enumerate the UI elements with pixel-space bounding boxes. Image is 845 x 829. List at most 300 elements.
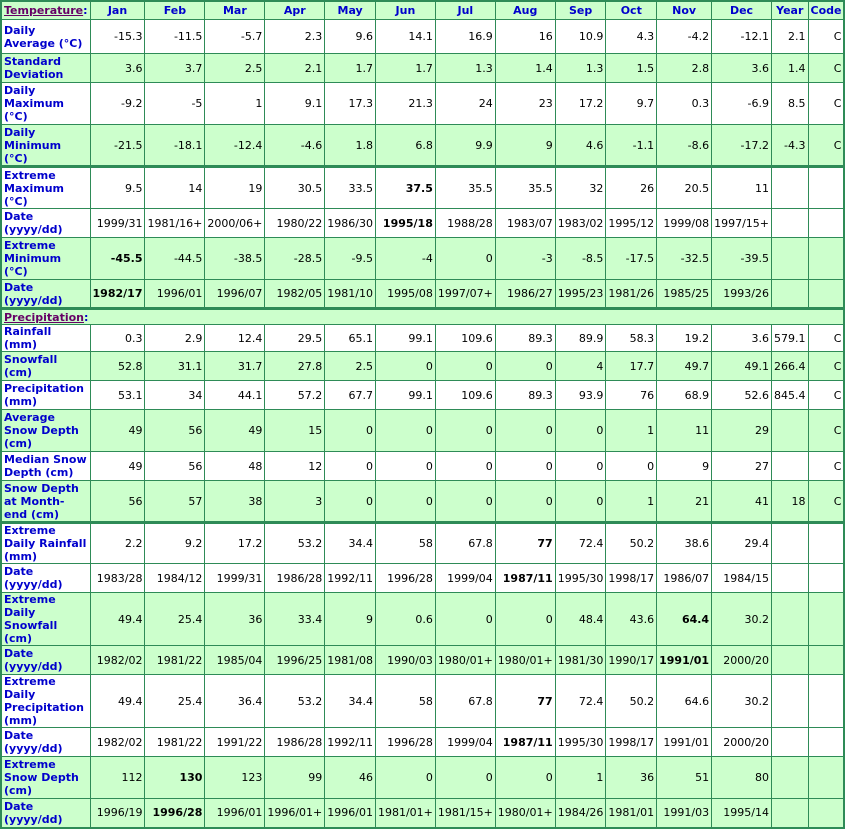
value-cell: 1981/01: [606, 799, 657, 828]
value-cell: 1996/07: [205, 280, 265, 309]
table-row: [1, 238, 844, 280]
value-cell: 56: [145, 452, 205, 481]
value-cell: 0.3: [90, 325, 145, 352]
value-cell: 49.1: [712, 352, 772, 381]
year-cell: [772, 523, 809, 564]
precipitation-title-row: Precipitation:: [1, 309, 844, 325]
value-cell: 32: [555, 167, 606, 209]
value-cell: 67.8: [435, 523, 495, 564]
value-cell: 1985/04: [205, 646, 265, 675]
table-row: [1, 799, 844, 828]
value-cell: 0: [495, 410, 555, 452]
table-row: [1, 481, 844, 523]
table-row: [1, 280, 844, 309]
value-cell: 76: [606, 381, 657, 410]
value-cell: 1991/01: [657, 728, 712, 757]
table-row: [1, 352, 844, 381]
code-cell: [808, 646, 844, 675]
code-cell: [808, 728, 844, 757]
year-cell: [772, 410, 809, 452]
col-header: Code: [808, 1, 844, 20]
value-cell: 1980/01+: [495, 646, 555, 675]
row-label: Standard Deviation: [1, 54, 90, 83]
year-cell: 266.4: [772, 352, 809, 381]
value-cell: 0: [435, 757, 495, 799]
value-cell: -12.4: [205, 125, 265, 167]
record-value: 1987/11: [502, 735, 553, 749]
value-cell: 11: [712, 167, 772, 209]
code-cell: C: [808, 352, 844, 381]
value-cell: 9: [495, 125, 555, 167]
value-cell: 1985/25: [657, 280, 712, 309]
value-cell: -44.5: [145, 238, 205, 280]
precipitation-link[interactable]: Precipitation: [4, 310, 84, 324]
row-label: Precipitation (mm): [1, 381, 90, 410]
value-cell: 1997/07+: [435, 280, 495, 309]
value-cell: 2.1: [265, 54, 325, 83]
value-cell: 1996/01: [145, 280, 205, 309]
value-cell: 72.4: [555, 675, 606, 728]
value-cell: 34.4: [325, 523, 376, 564]
col-header: Jun: [375, 1, 435, 20]
value-cell: 29: [712, 410, 772, 452]
col-header: Apr: [265, 1, 325, 20]
value-cell: 25.4: [145, 593, 205, 646]
value-cell: 1995/23: [555, 280, 606, 309]
value-cell: -21.5: [90, 125, 145, 167]
value-cell: 27.8: [265, 352, 325, 381]
value-cell: 36: [606, 757, 657, 799]
value-cell: 9: [657, 452, 712, 481]
table-row: [1, 452, 844, 481]
value-cell: 1999/04: [435, 728, 495, 757]
value-cell: 2.9: [145, 325, 205, 352]
code-cell: [808, 209, 844, 238]
value-cell: 6.8: [375, 125, 435, 167]
record-value: 1982/17: [92, 287, 143, 300]
value-cell: 19.2: [657, 325, 712, 352]
value-cell: -11.5: [145, 20, 205, 54]
value-cell: 49: [205, 410, 265, 452]
col-header: Nov: [657, 1, 712, 20]
value-cell: -39.5: [712, 238, 772, 280]
code-cell: C: [808, 452, 844, 481]
value-cell: 1990/17: [606, 646, 657, 675]
value-cell: 1982/02: [90, 728, 145, 757]
col-header: Mar: [205, 1, 265, 20]
value-cell: 1991/22: [205, 728, 265, 757]
value-cell: 10.9: [555, 20, 606, 54]
col-header: Sep: [555, 1, 606, 20]
value-cell: 1995/30: [555, 728, 606, 757]
col-header: Year: [772, 1, 809, 20]
value-cell: -4.2: [657, 20, 712, 54]
value-cell: 1990/03: [375, 646, 435, 675]
value-cell: 0: [375, 452, 435, 481]
value-cell: 1980/01+: [495, 799, 555, 828]
value-cell: 1992/11: [325, 728, 376, 757]
row-label: Extreme Minimum (°C): [1, 238, 90, 280]
value-cell: 1996/01+: [265, 799, 325, 828]
table-row: [1, 728, 844, 757]
value-cell: -9.2: [90, 83, 145, 125]
record-value: 77: [537, 537, 553, 550]
value-cell: -8.5: [555, 238, 606, 280]
table-row: [1, 757, 844, 799]
year-cell: [772, 167, 809, 209]
record-value: -45.5: [110, 252, 143, 265]
year-cell: [772, 757, 809, 799]
value-cell: 89.9: [555, 325, 606, 352]
row-label: Average Snow Depth (cm): [1, 410, 90, 452]
value-cell: 1999/04: [435, 564, 495, 593]
value-cell: 58.3: [606, 325, 657, 352]
value-cell: 1.4: [495, 54, 555, 83]
value-cell: 109.6: [435, 325, 495, 352]
row-label: Date (yyyy/dd): [1, 728, 90, 757]
value-cell: 2.5: [205, 54, 265, 83]
value-cell: 1999/31: [205, 564, 265, 593]
value-cell: 9: [325, 593, 376, 646]
value-cell: 1.7: [375, 54, 435, 83]
value-cell: 14.1: [375, 20, 435, 54]
value-cell: -38.5: [205, 238, 265, 280]
value-cell: 2.3: [265, 20, 325, 54]
table-row: [1, 125, 844, 167]
code-cell: C: [808, 325, 844, 352]
row-label: Daily Maximum (°C): [1, 83, 90, 125]
value-cell: -18.1: [145, 125, 205, 167]
value-cell: 1: [606, 410, 657, 452]
value-cell: 65.1: [325, 325, 376, 352]
value-cell: 23: [495, 83, 555, 125]
value-cell: 9.5: [90, 167, 145, 209]
value-cell: 17.3: [325, 83, 376, 125]
value-cell: 1999/08: [657, 209, 712, 238]
year-cell: [772, 238, 809, 280]
code-cell: [808, 280, 844, 309]
value-cell: 49: [90, 452, 145, 481]
code-cell: [808, 799, 844, 828]
value-cell: 0: [435, 593, 495, 646]
year-cell: [772, 280, 809, 309]
value-cell: 99: [265, 757, 325, 799]
value-cell: 50.2: [606, 523, 657, 564]
value-cell: 93.9: [555, 381, 606, 410]
value-cell: 0.6: [375, 593, 435, 646]
value-cell: 1984/12: [145, 564, 205, 593]
value-cell: 1.3: [555, 54, 606, 83]
value-cell: 2.2: [90, 523, 145, 564]
value-cell: 41: [712, 481, 772, 523]
value-cell: -12.1: [712, 20, 772, 54]
record-value: 64.4: [681, 612, 710, 626]
value-cell: [495, 675, 555, 728]
year-cell: [772, 675, 809, 728]
value-cell: 1991/03: [657, 799, 712, 828]
year-cell: 18: [772, 481, 809, 523]
code-cell: C: [808, 381, 844, 410]
value-cell: [90, 280, 145, 309]
value-cell: 0: [555, 410, 606, 452]
value-cell: 4: [555, 352, 606, 381]
row-label: Snowfall (cm): [1, 352, 90, 381]
row-label: Daily Minimum (°C): [1, 125, 90, 167]
value-cell: -17.5: [606, 238, 657, 280]
value-cell: 36: [205, 593, 265, 646]
value-cell: 56: [145, 410, 205, 452]
col-header: Oct: [606, 1, 657, 20]
value-cell: 99.1: [375, 381, 435, 410]
value-cell: -5: [145, 83, 205, 125]
record-value: 1996/28: [152, 806, 203, 820]
code-cell: C: [808, 83, 844, 125]
value-cell: 50.2: [606, 675, 657, 728]
value-cell: 1981/01+: [375, 799, 435, 828]
value-cell: 30.2: [712, 675, 772, 728]
value-cell: 0: [325, 452, 376, 481]
value-cell: 0: [495, 352, 555, 381]
code-cell: C: [808, 20, 844, 54]
value-cell: 0: [495, 593, 555, 646]
value-cell: 1997/15+: [712, 209, 772, 238]
value-cell: 17.7: [606, 352, 657, 381]
value-cell: 1995/08: [375, 280, 435, 309]
value-cell: 2000/06+: [205, 209, 265, 238]
value-cell: 2.8: [657, 54, 712, 83]
value-cell: 1.8: [325, 125, 376, 167]
year-cell: [772, 646, 809, 675]
value-cell: 1983/28: [90, 564, 145, 593]
col-header: Aug: [495, 1, 555, 20]
code-cell: [808, 167, 844, 209]
value-cell: 1981/30: [555, 646, 606, 675]
code-cell: [808, 523, 844, 564]
value-cell: [657, 646, 712, 675]
value-cell: 0: [325, 481, 376, 523]
value-cell: 34.4: [325, 675, 376, 728]
col-header: Dec: [712, 1, 772, 20]
value-cell: 99.1: [375, 325, 435, 352]
code-cell: [808, 238, 844, 280]
value-cell: -32.5: [657, 238, 712, 280]
value-cell: 9.1: [265, 83, 325, 125]
year-cell: 579.1: [772, 325, 809, 352]
value-cell: 1993/26: [712, 280, 772, 309]
value-cell: 1981/08: [325, 646, 376, 675]
value-cell: [657, 593, 712, 646]
value-cell: 0: [435, 452, 495, 481]
value-cell: 30.5: [265, 167, 325, 209]
temperature-section: [1, 20, 844, 309]
precipitation-section: [1, 325, 844, 828]
value-cell: [495, 523, 555, 564]
value-cell: 0: [495, 757, 555, 799]
row-label: Extreme Daily Rainfall (mm): [1, 523, 90, 564]
value-cell: 15: [265, 410, 325, 452]
value-cell: [90, 238, 145, 280]
value-cell: 57.2: [265, 381, 325, 410]
value-cell: 0: [325, 410, 376, 452]
value-cell: [375, 167, 435, 209]
row-label: Date (yyyy/dd): [1, 280, 90, 309]
value-cell: -3: [495, 238, 555, 280]
value-cell: 1: [606, 481, 657, 523]
value-cell: 38.6: [657, 523, 712, 564]
value-cell: 21: [657, 481, 712, 523]
value-cell: 9.7: [606, 83, 657, 125]
code-cell: [808, 564, 844, 593]
value-cell: 46: [325, 757, 376, 799]
value-cell: [495, 564, 555, 593]
record-value: 77: [537, 694, 553, 708]
value-cell: 52.6: [712, 381, 772, 410]
value-cell: -15.3: [90, 20, 145, 54]
value-cell: 1981/22: [145, 728, 205, 757]
table-row: [1, 646, 844, 675]
value-cell: 0: [375, 481, 435, 523]
value-cell: 1996/01: [325, 799, 376, 828]
value-cell: 0: [435, 481, 495, 523]
value-cell: 2.5: [325, 352, 376, 381]
precipitation-section-header: [1, 309, 844, 325]
row-label: Date (yyyy/dd): [1, 646, 90, 675]
value-cell: 4.6: [555, 125, 606, 167]
value-cell: -6.9: [712, 83, 772, 125]
value-cell: 0: [495, 452, 555, 481]
table-row: [1, 675, 844, 728]
value-cell: 1996/25: [265, 646, 325, 675]
value-cell: 1996/28: [375, 728, 435, 757]
code-cell: C: [808, 125, 844, 167]
value-cell: [495, 728, 555, 757]
row-label: Date (yyyy/dd): [1, 564, 90, 593]
col-header: Feb: [145, 1, 205, 20]
value-cell: 72.4: [555, 523, 606, 564]
value-cell: 1.3: [435, 54, 495, 83]
year-cell: [772, 593, 809, 646]
value-cell: 109.6: [435, 381, 495, 410]
table-row: [1, 20, 844, 54]
value-cell: 3.6: [90, 54, 145, 83]
value-cell: -17.2: [712, 125, 772, 167]
value-cell: -9.5: [325, 238, 376, 280]
value-cell: 21.3: [375, 83, 435, 125]
row-label: Date (yyyy/dd): [1, 209, 90, 238]
table-row: [1, 54, 844, 83]
value-cell: 29.4: [712, 523, 772, 564]
value-cell: 1986/07: [657, 564, 712, 593]
table-row: [1, 83, 844, 125]
value-cell: 3: [265, 481, 325, 523]
year-cell: -4.3: [772, 125, 809, 167]
value-cell: 1: [555, 757, 606, 799]
value-cell: 1996/01: [205, 799, 265, 828]
value-cell: 0: [375, 352, 435, 381]
row-label: Snow Depth at Month-end (cm): [1, 481, 90, 523]
value-cell: 31.7: [205, 352, 265, 381]
table-row: [1, 209, 844, 238]
value-cell: 3.6: [712, 325, 772, 352]
value-cell: 38: [205, 481, 265, 523]
code-cell: C: [808, 481, 844, 523]
value-cell: 64.6: [657, 675, 712, 728]
row-label: Median Snow Depth (cm): [1, 452, 90, 481]
value-cell: -28.5: [265, 238, 325, 280]
col-header: Jul: [435, 1, 495, 20]
value-cell: -4: [375, 238, 435, 280]
value-cell: 9.9: [435, 125, 495, 167]
value-cell: 3.7: [145, 54, 205, 83]
value-cell: 1995/12: [606, 209, 657, 238]
value-cell: 56: [90, 481, 145, 523]
value-cell: 35.5: [435, 167, 495, 209]
value-cell: 1996/19: [90, 799, 145, 828]
year-cell: 2.1: [772, 20, 809, 54]
value-cell: 53.1: [90, 381, 145, 410]
value-cell: 51: [657, 757, 712, 799]
record-value: 1987/11: [502, 571, 553, 585]
table-row: [1, 410, 844, 452]
value-cell: 17.2: [555, 83, 606, 125]
value-cell: 1986/28: [265, 564, 325, 593]
value-cell: 1.5: [606, 54, 657, 83]
value-cell: 24: [435, 83, 495, 125]
value-cell: 80: [712, 757, 772, 799]
table-row: [1, 564, 844, 593]
value-cell: 1986/28: [265, 728, 325, 757]
row-label: Extreme Daily Snowfall (cm): [1, 593, 90, 646]
value-cell: 53.2: [265, 523, 325, 564]
temperature-link[interactable]: Temperature: [4, 4, 84, 17]
value-cell: 43.6: [606, 593, 657, 646]
value-cell: 1981/26: [606, 280, 657, 309]
value-cell: 0: [495, 481, 555, 523]
value-cell: 1988/28: [435, 209, 495, 238]
value-cell: [375, 209, 435, 238]
value-cell: 19: [205, 167, 265, 209]
value-cell: [145, 799, 205, 828]
value-cell: 1981/15+: [435, 799, 495, 828]
year-cell: [772, 209, 809, 238]
row-label: Extreme Maximum (°C): [1, 167, 90, 209]
row-label: Daily Average (°C): [1, 20, 90, 54]
year-cell: 845.4: [772, 381, 809, 410]
value-cell: 35.5: [495, 167, 555, 209]
value-cell: 1982/02: [90, 646, 145, 675]
value-cell: 33.5: [325, 167, 376, 209]
value-cell: 2000/20: [712, 646, 772, 675]
value-cell: 12.4: [205, 325, 265, 352]
col-header: May: [325, 1, 376, 20]
row-label: Extreme Snow Depth (cm): [1, 757, 90, 799]
value-cell: 0: [375, 410, 435, 452]
value-cell: 0: [606, 452, 657, 481]
value-cell: 36.4: [205, 675, 265, 728]
value-cell: 16: [495, 20, 555, 54]
value-cell: 1986/30: [325, 209, 376, 238]
table-row: [1, 523, 844, 564]
value-cell: 1983/02: [555, 209, 606, 238]
value-cell: 2000/20: [712, 728, 772, 757]
value-cell: 1983/07: [495, 209, 555, 238]
value-cell: 49.4: [90, 593, 145, 646]
table-row: [1, 167, 844, 209]
value-cell: 14: [145, 167, 205, 209]
value-cell: 53.2: [265, 675, 325, 728]
value-cell: 4.3: [606, 20, 657, 54]
value-cell: 1995/14: [712, 799, 772, 828]
